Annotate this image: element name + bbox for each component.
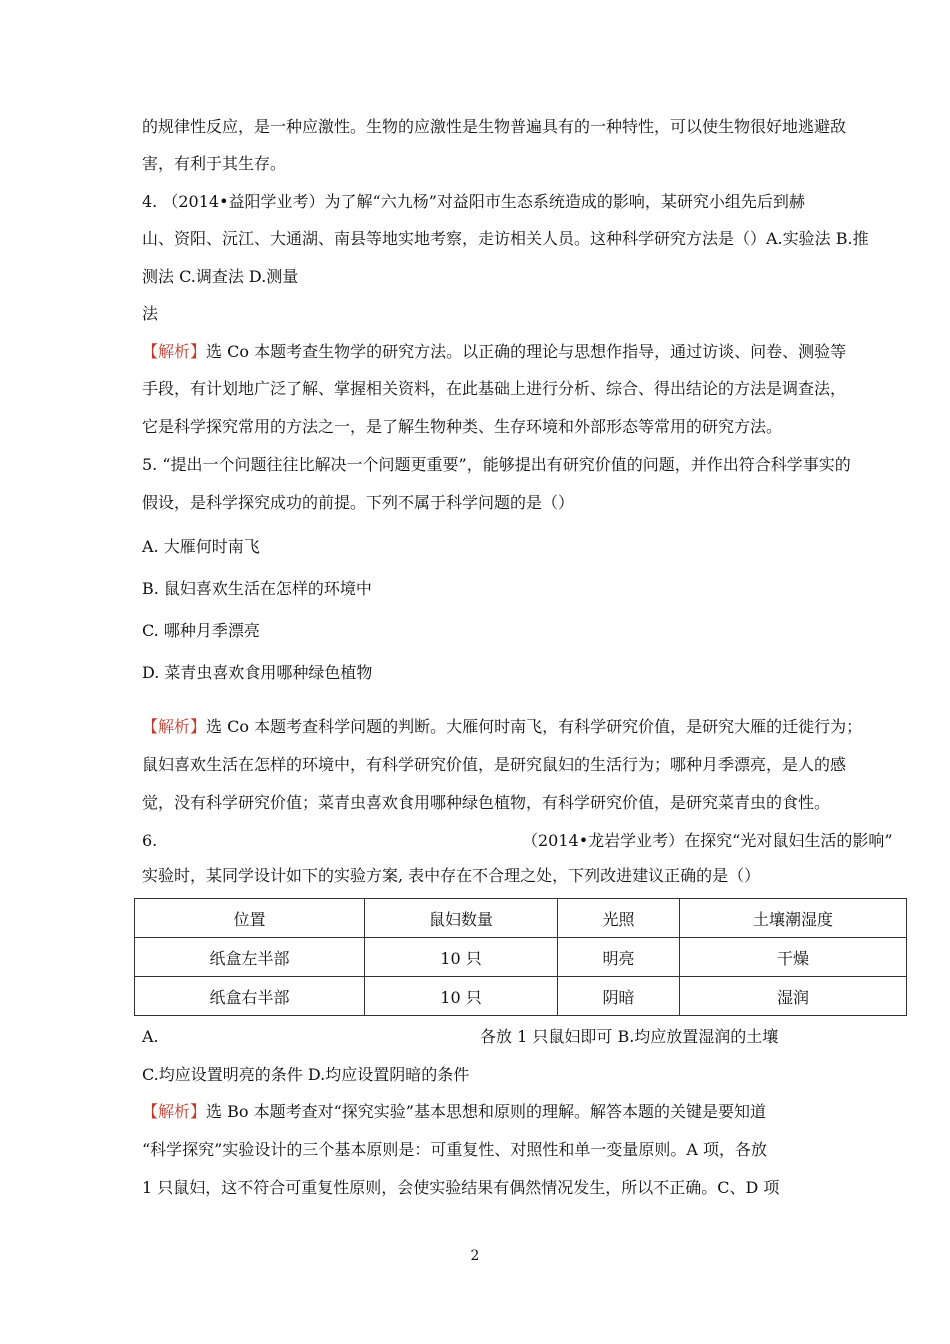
page-number: 2 bbox=[470, 1248, 480, 1264]
analysis-line bbox=[142, 1102, 766, 1122]
table-cell: 10 只 bbox=[365, 977, 558, 1016]
option-c-d: C.均应设置明亮的条件 D.均应设置阴暗的条件 bbox=[142, 1065, 470, 1084]
text-line: “科学探究”实验设计的三个基本原则是：可重复性、对照性和单一变量原则。A 项，各放 bbox=[142, 1140, 768, 1159]
text-line: 鼠妇喜欢生活在怎样的环境中，有科学研究价值，是研究鼠妇的生活行为；哪种月季漂亮，是人的感 bbox=[142, 755, 847, 774]
table-row bbox=[135, 977, 907, 1016]
analysis-text: 选 Bo 本题考查对“探究实验”基本思想和原则的理解。解答本题的关键是要知道 bbox=[206, 1102, 766, 1121]
analysis-line bbox=[142, 342, 846, 362]
analysis-tag: 【解析】 bbox=[142, 717, 207, 736]
option-b: B. 鼠妇喜欢生活在怎样的环境中 bbox=[142, 579, 372, 598]
analysis-line bbox=[142, 717, 862, 737]
table-cell: 干燥 bbox=[680, 938, 907, 977]
table-header: 鼠妇数量 bbox=[365, 899, 558, 938]
text-line: 觉，没有科学研究价值；菜青虫喜欢食用哪种绿色植物，有科学研究价值，是研究菜青虫的食性。 bbox=[142, 793, 831, 812]
table-header: 位置 bbox=[135, 899, 365, 938]
text-line: 假设，是科学探究成功的前提。下列不属于科学问题的是（） bbox=[142, 493, 575, 512]
analysis-text: 选 Co 本题考查生物学的研究方法。以正确的理论与思想作指导，通过访谈、问卷、测验等 bbox=[206, 342, 847, 361]
text-line: 实验时，某同学设计如下的实验方案, 表中存在不合理之处，下列改进建议正确的是（） bbox=[142, 866, 761, 885]
question-4: 4. （2014•益阳学业考）为了解“六九杨”对益阳市生态系统造成的影响，某研究小组先后到赫 bbox=[142, 192, 805, 211]
table-cell: 10 只 bbox=[365, 938, 558, 977]
table-header: 光照 bbox=[558, 899, 680, 938]
text-line: 山、资阳、沅江、大通湖、南县等地实地考察，走访相关人员。这种科学研究方法是（）A.实验法 B.推 bbox=[142, 229, 869, 248]
text-line: 测法 C.调查法 D.测量 bbox=[142, 267, 299, 286]
table-header-row bbox=[135, 899, 907, 938]
text-line: 害，有利于其生存。 bbox=[142, 154, 287, 173]
table-cell: 纸盒左半部 bbox=[135, 938, 365, 977]
option-c: C. 哪种月季漂亮 bbox=[142, 621, 260, 640]
analysis-tag: 【解析】 bbox=[142, 342, 207, 361]
option-d: D. 菜青虫喜欢食用哪种绿色植物 bbox=[142, 663, 373, 682]
experiment-table bbox=[134, 898, 907, 1016]
table-cell: 湿润 bbox=[680, 977, 907, 1016]
text-line: 的规律性反应，是一种应激性。生物的应激性是生物普遍具有的一种特性，可以使生物很好地逃避敌 bbox=[142, 117, 847, 136]
text-line: 法 bbox=[142, 304, 159, 323]
table-header: 土壤潮湿度 bbox=[680, 899, 907, 938]
table-row bbox=[135, 938, 907, 977]
table-cell: 阴暗 bbox=[558, 977, 680, 1016]
table-cell: 纸盒右半部 bbox=[135, 977, 365, 1016]
analysis-text: 选 Co 本题考查科学问题的判断。大雁何时南飞，有科学研究价值，是研究大雁的迁徙行为； bbox=[206, 717, 863, 736]
text-line: 它是科学探究常用的方法之一，是了解生物种类、生存环境和外部形态等常用的研究方法。 bbox=[142, 417, 783, 436]
question-6: （2014•龙岩学业考）在探究“光对鼠妇生活的影响” bbox=[522, 831, 893, 850]
text-line: 手段，有计划地广泛了解、掌握相关资料，在此基础上进行分析、综合、得出结论的方法是调查法， bbox=[142, 379, 847, 398]
option-a-text: 各放 1 只鼠妇即可 B.均应放置湿润的土壤 bbox=[480, 1027, 779, 1046]
question-5: 5. “提出一个问题往往比解决一个问题更重要”，能够提出有研究价值的问题，并作出符合科学事实的 bbox=[142, 455, 851, 474]
option-a: A. bbox=[142, 1027, 159, 1046]
analysis-tag: 【解析】 bbox=[142, 1102, 207, 1121]
text-line: 1 只鼠妇，这不符合可重复性原则，会使实验结果有偶然情况发生，所以不正确。C、D 项 bbox=[142, 1178, 780, 1197]
question-6-number: 6. bbox=[142, 831, 158, 850]
option-a: A. 大雁何时南飞 bbox=[142, 537, 260, 556]
table-cell: 明亮 bbox=[558, 938, 680, 977]
